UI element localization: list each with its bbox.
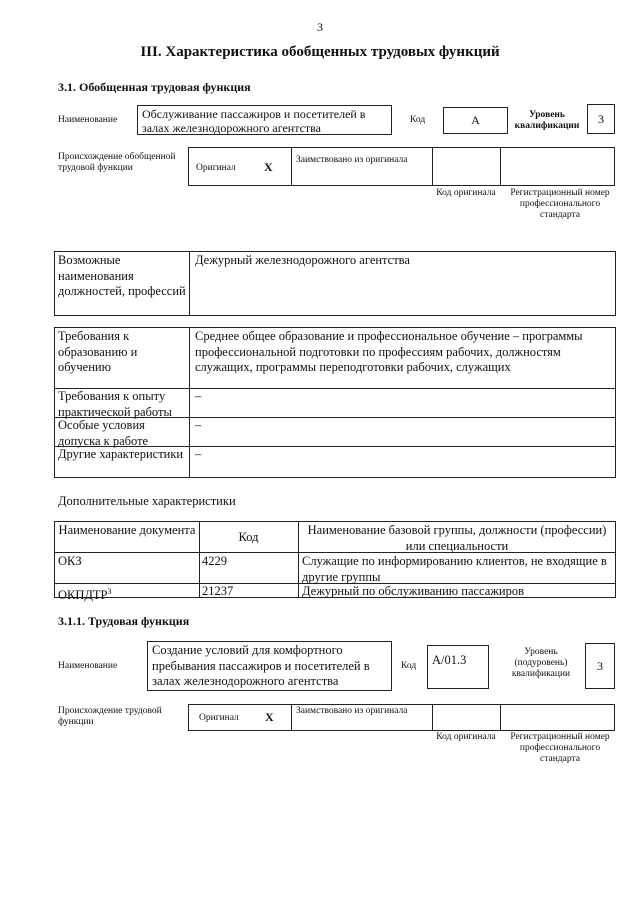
additional-header-name: Наименование базовой группы, должности (профессии) или специальности xyxy=(307,523,607,553)
gtf-borrowed-label: Заимствовано из оригинала xyxy=(296,155,408,165)
tf-name-value: Создание условий для комфортного пребывания пассажиров и посетителей в залах железнодорожного агентства xyxy=(152,643,370,688)
additional-row-doc xyxy=(58,584,112,604)
additional-row-code: 21237 xyxy=(202,584,234,598)
tf-level-value: 3 xyxy=(597,659,603,673)
req-label-other: Другие характеристики xyxy=(58,447,184,461)
additional-row-code: 4229 xyxy=(202,554,227,568)
additional-table xyxy=(54,521,616,603)
req-value-other: – xyxy=(195,447,202,461)
positions-table xyxy=(54,251,616,316)
req-label-education: Требования к образованию и обучению xyxy=(58,329,138,374)
gtf-origin-table xyxy=(188,147,615,186)
additional-row-name: Дежурный по обслуживанию пассажиров xyxy=(302,584,525,598)
tf-level-box xyxy=(585,643,615,689)
tf-heading: 3.1.1. Трудовая функция xyxy=(58,614,190,628)
gtf-level-value: 3 xyxy=(598,112,604,126)
gtf-reg-number-caption: Регистрационный номер профессионального стандарта xyxy=(510,188,610,220)
tf-orig-code-caption: Код оригинала xyxy=(436,732,496,742)
tf-code-value: A/01.3 xyxy=(432,653,467,667)
additional-row-doc: ОКЗ xyxy=(58,554,82,568)
req-label-admission: Особые условия допуска к работе xyxy=(58,418,149,448)
gtf-name-value: Обслуживание пассажиров и посетителей в залах железнодорожного агентства xyxy=(142,107,366,135)
tf-origin-label: Происхождение трудовой функции xyxy=(58,706,162,727)
gtf-heading: 3.1. Обобщенная трудовая функция xyxy=(58,80,251,94)
additional-header-code: Код xyxy=(238,530,259,544)
additional-row-doc-text: ОКПДТР xyxy=(58,588,108,603)
gtf-code-label: Код xyxy=(410,115,426,125)
positions-label: Возможные наименования должностей, профессий xyxy=(58,253,186,298)
additional-row-doc-footnote: 3 xyxy=(107,587,112,596)
req-value-experience: – xyxy=(195,389,202,403)
tf-code-label: Код xyxy=(401,661,417,671)
tf-code-box xyxy=(427,645,489,689)
tf-original-mark: X xyxy=(265,710,274,724)
gtf-level-box xyxy=(587,104,615,134)
tf-borrowed-label: Заимствовано из оригинала xyxy=(296,706,408,716)
additional-heading: Дополнительные характеристики xyxy=(58,494,236,508)
gtf-orig-code-caption: Код оригинала xyxy=(436,188,496,198)
page-number: 3 xyxy=(317,20,323,34)
additional-header-doc: Наименование документа xyxy=(58,523,196,537)
gtf-original-mark: X xyxy=(264,160,273,174)
gtf-code-box xyxy=(443,107,508,134)
tf-origin-table xyxy=(188,704,615,731)
req-value-education: Среднее общее образование и профессиональное обучение – программы профессиональной подготовки по профессиям рабочих, должностям служащих, программы переподготовки рабочих, служащих xyxy=(195,329,583,374)
positions-value: Дежурный железнодорожного агентства xyxy=(195,253,410,267)
tf-name-box xyxy=(147,641,392,691)
gtf-origin-label: Происхождение обобщенной трудовой функции xyxy=(58,152,176,173)
tf-name-label: Наименование xyxy=(58,661,118,671)
tf-level-label: Уровень (подуровень) квалификации xyxy=(511,647,571,679)
gtf-original-label: Оригинал xyxy=(196,163,236,173)
requirements-table xyxy=(54,327,616,478)
additional-row-name: Служащие по информированию клиентов, не входящие в другие группы xyxy=(302,554,607,584)
tf-original-label: Оригинал xyxy=(199,713,239,723)
tf-reg-number-caption: Регистрационный номер профессионального стандарта xyxy=(510,732,610,764)
gtf-name-label: Наименование xyxy=(58,115,118,125)
section-title: III. Характеристика обобщенных трудовых функций xyxy=(140,44,500,60)
gtf-level-label: Уровень квалификации xyxy=(514,110,580,131)
req-label-experience: Требования к опыту практической работы xyxy=(58,389,172,419)
gtf-code-value: A xyxy=(471,113,480,127)
req-value-admission: – xyxy=(195,418,202,432)
gtf-name-box xyxy=(137,105,392,135)
